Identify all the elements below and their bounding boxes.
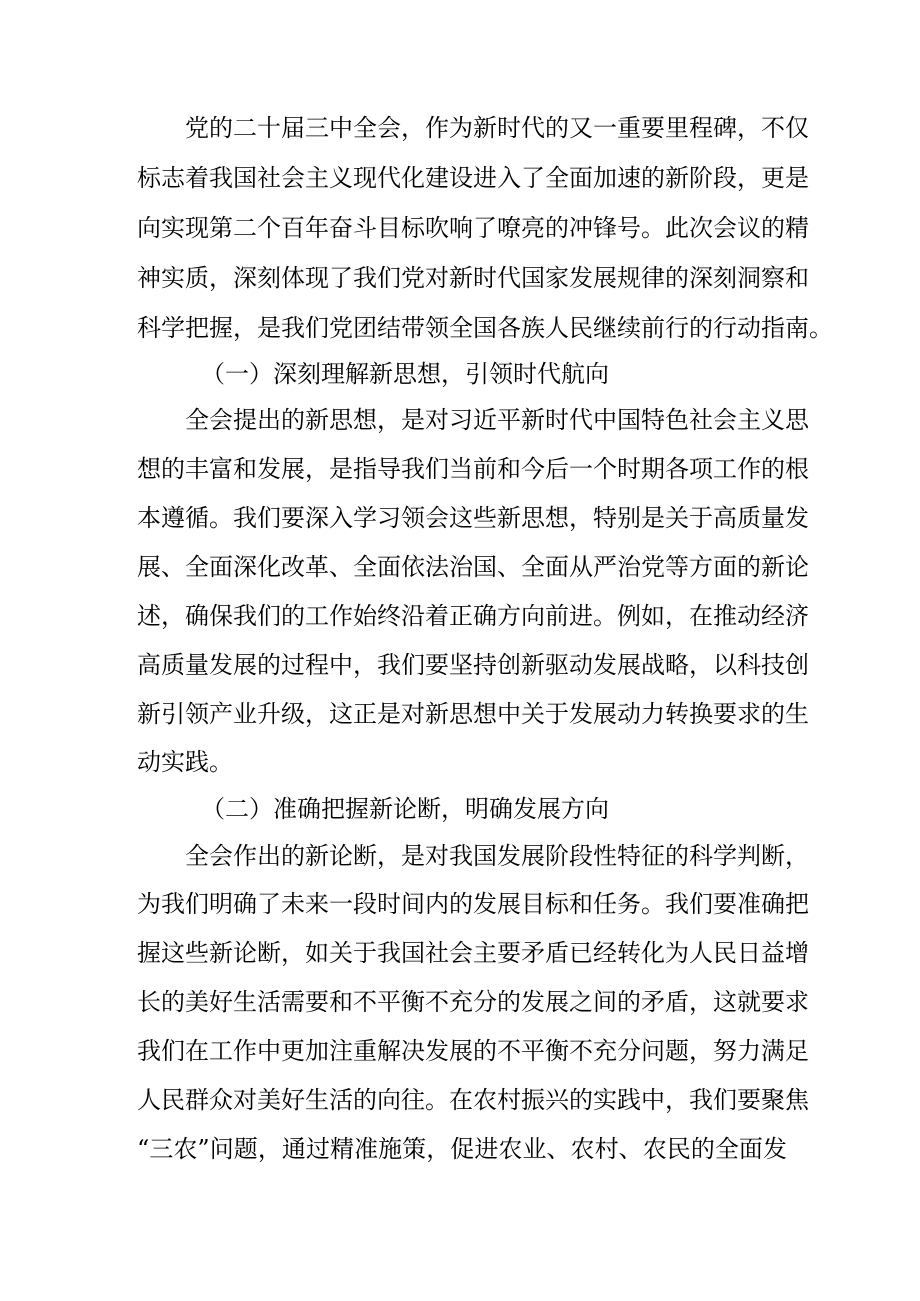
- paragraph-2-line-8: 动实践。: [137, 748, 233, 776]
- paragraph-3-line-6: 人民群众对美好生活的向往。在农村振兴的实践中，我们要聚焦: [137, 1086, 809, 1114]
- section-heading-1: （一）深刻理解新思想，引领时代航向: [201, 360, 609, 388]
- paragraph-1-line-1: 党的二十届三中全会，作为新时代的又一重要里程碑，不仅: [185, 114, 809, 142]
- paragraph-2-line-2: 想的丰富和发展，是指导我们当前和今后一个时期各项工作的根: [137, 455, 809, 483]
- paragraph-3-line-5: 我们在工作中更加注重解决发展的不平衡不充分问题，努力满足: [137, 1037, 809, 1065]
- paragraph-1-line-2: 标志着我国社会主义现代化建设进入了全面加速的新阶段，更是: [137, 164, 809, 192]
- section-heading-2: （二）准确把握新论断，明确发展方向: [201, 795, 609, 823]
- paragraph-2-line-6: 高质量发展的过程中，我们要坚持创新驱动发展战略，以科技创: [137, 651, 809, 679]
- paragraph-2-line-1: 全会提出的新思想，是对习近平新时代中国特色社会主义思: [185, 406, 809, 434]
- paragraph-3-line-2: 为我们明确了未来一段时间内的发展目标和任务。我们要准确把: [137, 890, 809, 918]
- paragraph-3-line-3: 握这些新论断，如关于我国社会主要矛盾已经转化为人民日益增: [137, 939, 809, 967]
- paragraph-2-line-5: 述，确保我们的工作始终沿着正确方向前进。例如，在推动经济: [137, 602, 809, 630]
- paragraph-2-line-7: 新引领产业升级，这正是对新思想中关于发展动力转换要求的生: [137, 700, 809, 728]
- paragraph-1-line-3: 向实现第二个百年奋斗目标吹响了嘹亮的冲锋号。此次会议的精: [137, 214, 809, 242]
- paragraph-3-line-4: 长的美好生活需要和不平衡不充分的发展之间的矛盾，这就要求: [137, 988, 809, 1016]
- paragraph-2-line-4: 展、全面深化改革、全面依法治国、全面从严治党等方面的新论: [137, 553, 809, 581]
- paragraph-2-line-3: 本遵循。我们要深入学习领会这些新思想，特别是关于高质量发: [137, 504, 809, 532]
- paragraph-3-line-7: “三农”问题，通过精准施策，促进农业、农村、农民的全面发: [137, 1135, 787, 1163]
- paragraph-3-line-1: 全会作出的新论断，是对我国发展阶段性特征的科学判断，: [185, 842, 809, 870]
- paragraph-1-line-4: 神实质，深刻体现了我们党对新时代国家发展规律的深刻洞察和: [137, 264, 809, 292]
- paragraph-1-line-5: 科学把握，是我们党团结带领全国各族人民继续前行的行动指南。: [137, 314, 833, 342]
